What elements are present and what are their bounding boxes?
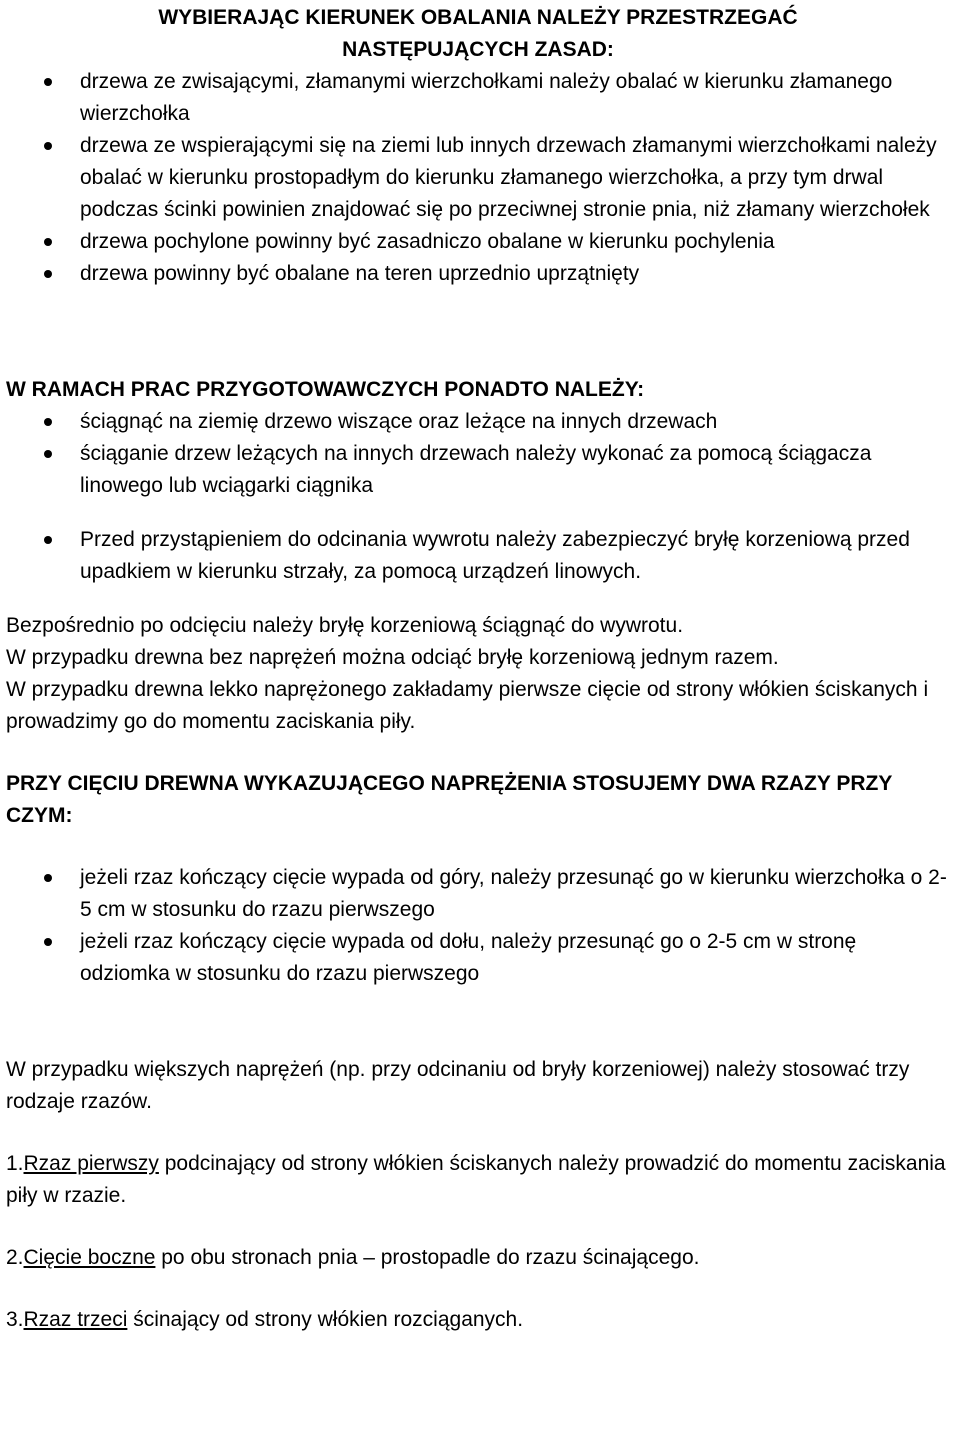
list-item: drzewa pochylone powinny być zasadniczo obalane w kierunku pochylenia <box>6 226 950 258</box>
bullet-icon <box>44 450 52 458</box>
list-item: drzewa powinny być obalane na teren uprzednio uprzątnięty <box>6 258 950 290</box>
root-ball-list <box>6 524 950 588</box>
section-title <box>6 2 950 66</box>
felling-rules-list <box>6 66 950 290</box>
three-cuts-intro: W przypadku większych naprężeń (np. przy odcinaniu od bryły korzeniowej) należy stosować trzy rodzaje rzazów. <box>6 1058 910 1113</box>
document-page <box>0 2 960 1336</box>
list-item: jeżeli rzaz kończący cięcie wypada od dołu, należy przesunąć go o 2-5 cm w stronę odziomka w stosunku do rzazu pierwszego <box>6 926 950 990</box>
list-item: Przed przystąpieniem do odcinania wywrotu należy zabezpieczyć bryłę korzeniową przed upadkiem w kierunku strzały, za pomocą urządzeń linowych. <box>6 524 950 588</box>
preparation-heading: W RAMACH PRAC PRZYGOTOWAWCZYCH PONADTO NALEŻY: <box>6 378 645 401</box>
title-line-1: WYBIERAJĄC KIERUNEK OBALANIA NALEŻY PRZESTRZEGAĆ <box>158 6 798 29</box>
bullet-icon <box>44 938 52 946</box>
bullet-icon <box>44 142 52 150</box>
two-cuts-heading: PRZY CIĘCIU DREWNA WYKAZUJĄCEGO NAPRĘŻENIA STOSUJEMY DWA RZAZY PRZY CZYM: <box>6 772 892 827</box>
list-item: ściąganie drzew leżących na innych drzewach należy wykonać za pomocą ściągacza linowego lub wciągarki ciągnika <box>6 438 950 502</box>
cut-item-1: 1.Rzaz pierwszy podcinający od strony włókien ściskanych należy prowadzić do momentu zaciskania piły w rzazie. <box>6 1152 946 1207</box>
bullet-icon <box>44 418 52 426</box>
list-item: ściągnąć na ziemię drzewo wiszące oraz leżące na innych drzewach <box>6 406 950 438</box>
cut-term: Rzaz trzeci <box>23 1308 128 1331</box>
bullet-icon <box>44 238 52 246</box>
bullet-icon <box>44 78 52 86</box>
bullet-icon <box>44 874 52 882</box>
list-item: drzewa ze wspierającymi się na ziemi lub innych drzewach złamanymi wierzchołkami należy obalać w kierunku prostopadłym do kierunku złamanego wierzchołka, a przy tym drwal podczas ścinki powinien znajdować się po przeciwnej stronie pnia, niż złamany wierzchołek <box>6 130 950 226</box>
title-line-2: NASTĘPUJĄCYCH ZASAD: <box>342 38 614 61</box>
paragraph: Bezpośrednio po odcięciu należy bryłę korzeniową ściągnąć do wywrotu. <box>6 614 684 637</box>
cut-term: Cięcie boczne <box>23 1246 156 1269</box>
list-item: jeżeli rzaz kończący cięcie wypada od góry, należy przesunąć go w kierunku wierzchołka o 2-5 cm w stosunku do rzazu pierwszego <box>6 862 950 926</box>
paragraph: W przypadku drewna lekko naprężonego zakładamy pierwsze cięcie od strony włókien ściskanych i prowadzimy go do momentu zaciskania piły. <box>6 678 929 733</box>
preparation-list <box>6 406 950 502</box>
cut-term: Rzaz pierwszy <box>23 1152 159 1175</box>
bullet-icon <box>44 536 52 544</box>
bullet-icon <box>44 270 52 278</box>
cut-item-2: 2.Cięcie boczne po obu stronach pnia – prostopadle do rzazu ścinającego. <box>6 1246 700 1269</box>
paragraph: W przypadku drewna bez naprężeń można odciąć bryłę korzeniową jednym razem. <box>6 646 779 669</box>
list-item: drzewa ze zwisającymi, złamanymi wierzchołkami należy obalać w kierunku złamanego wierzchołka <box>6 66 950 130</box>
two-cuts-list <box>6 862 950 990</box>
cut-item-3: 3.Rzaz trzeci ścinający od strony włókien rozciąganych. <box>6 1308 524 1331</box>
